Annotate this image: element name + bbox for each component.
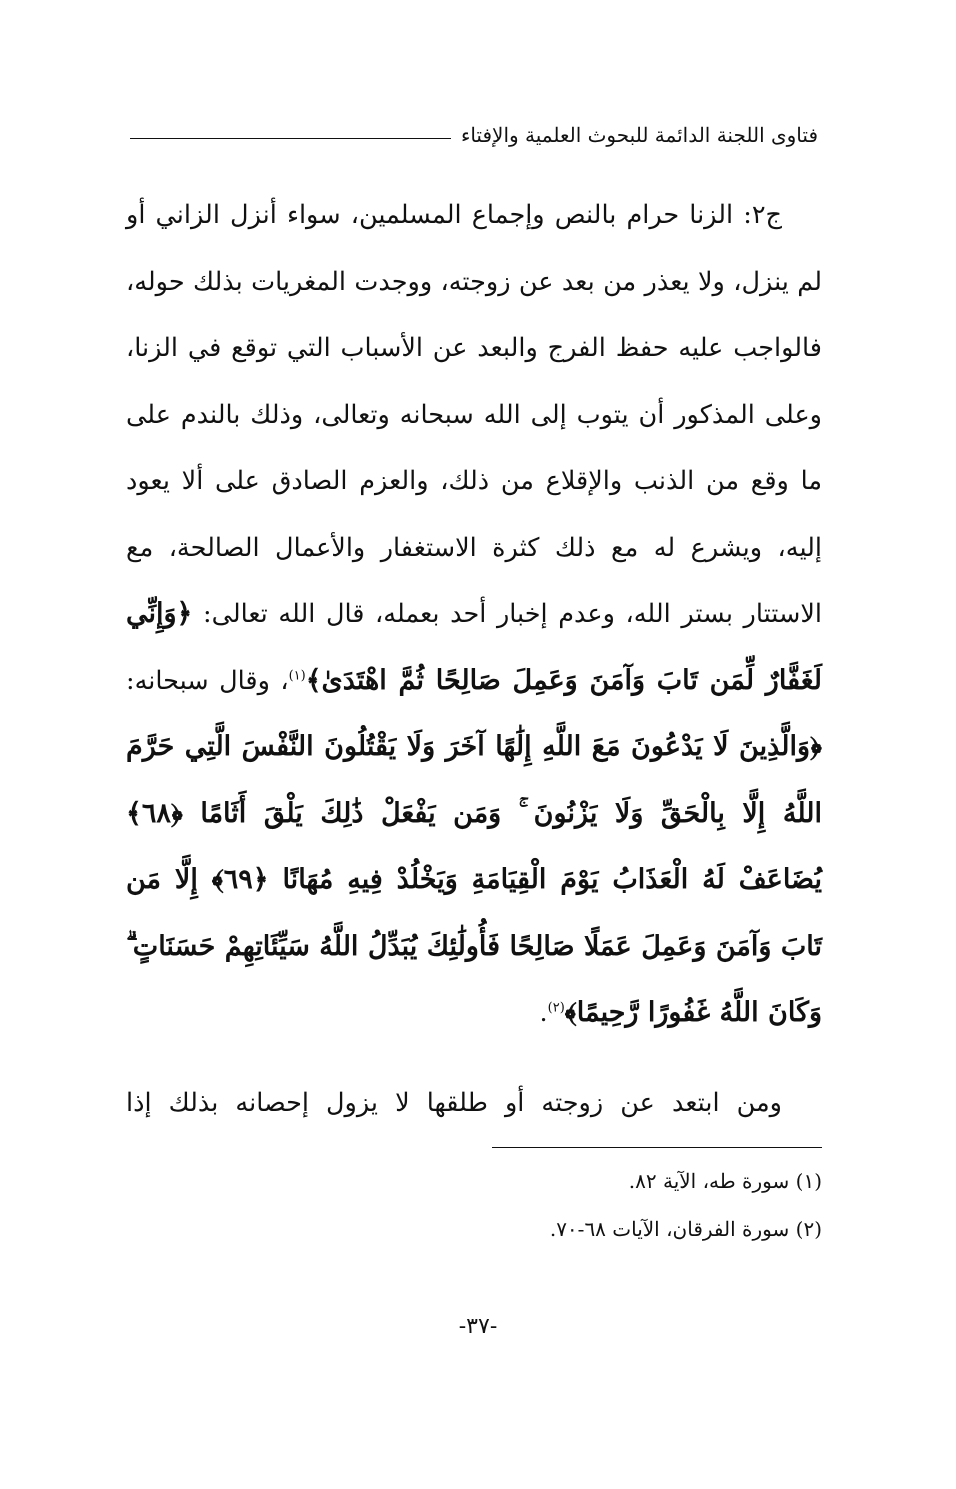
page-number: -٣٧-: [458, 1314, 498, 1339]
quran-verse-1: ﴿وَإِنِّي لَغَفَّارٌ لِّمَن تَابَ وَآمَنَ وَعَمِلَ صَالِحًا ثُمَّ اهْتَدَىٰ﴾: [126, 598, 822, 696]
footnote-separator: [492, 1147, 822, 1148]
running-header: [130, 118, 818, 152]
answer-text: ج٢: الزنا حرام بالنص وإجماع المسلمين، سواء أنزل الزاني أو لم ينزل، ولا يعذر من بعد عن زوجته، ووجدت المغريات بذلك حوله، فالواجب عليه حفظ الفرج والبعد عن الأسباب التي توقع في الزنا، وعلى المذكور أن يتوب إلى الله سبحانه وتعالى، وذلك بالندم على ما وقع من الذنب والإقلاع من ذلك، والعزم الصادق على ألا يعود إليه، ويشرع له مع ذلك كثرة الاستغفار والأعمال الصالحة، مع الاستتار بستر الله، وعدم إخبار أحد بعمله، قال الله تعالى:: [126, 200, 822, 629]
footnote-ref-1[interactable]: (١): [288, 668, 306, 683]
quran-verse-2: ﴿وَالَّذِينَ لَا يَدْعُونَ مَعَ اللَّهِ إِلَٰهًا آخَرَ وَلَا يَقْتُلُونَ النَّفْسَ الَّتِي حَرَّمَ اللَّهُ إِلَّا بِالْحَقِّ وَلَا يَزْنُونَ ۚ وَمَن يَفْعَلْ ذَٰلِكَ يَلْقَ أَثَامًا ﴿٦٨﴾ يُضَاعَفْ لَهُ الْعَذَابُ يَوْمَ الْقِيَامَةِ وَيَخْلُدْ فِيهِ مُهَانًا ﴿٦٩﴾ إِلَّا مَن تَابَ وَآمَنَ وَعَمِلَ عَمَلًا صَالِحًا فَأُولَٰئِكَ يُبَدِّلُ اللَّهُ سَيِّئَاتِهِمْ حَسَنَاتٍ ۗ وَكَانَ اللَّهُ غَفُورًا رَّحِيمًا﴾: [126, 731, 822, 1028]
connector-text: ، وقال سبحانه:: [126, 665, 289, 696]
main-text: [126, 182, 822, 1047]
footnote-1: (١) سورة طه، الآية ٨٢.: [628, 1169, 822, 1193]
header-title: فتاوى اللجنة الدائمة للبحوث العلمية والإفتاء: [460, 123, 818, 147]
footnote-2: (٢) سورة الفرقان، الآيات ٦٨-٧٠.: [549, 1217, 822, 1241]
closing-period: .: [539, 998, 548, 1028]
footnotes: [126, 1166, 822, 1262]
second-paragraph: ومن ابتعد عن زوجته أو طلقها لا يزول إحصانه بذلك إذا: [126, 1088, 782, 1118]
footnote-ref-2[interactable]: (٢): [547, 1000, 565, 1016]
answer-paragraph: [126, 182, 822, 1047]
header-rule: [130, 138, 451, 139]
